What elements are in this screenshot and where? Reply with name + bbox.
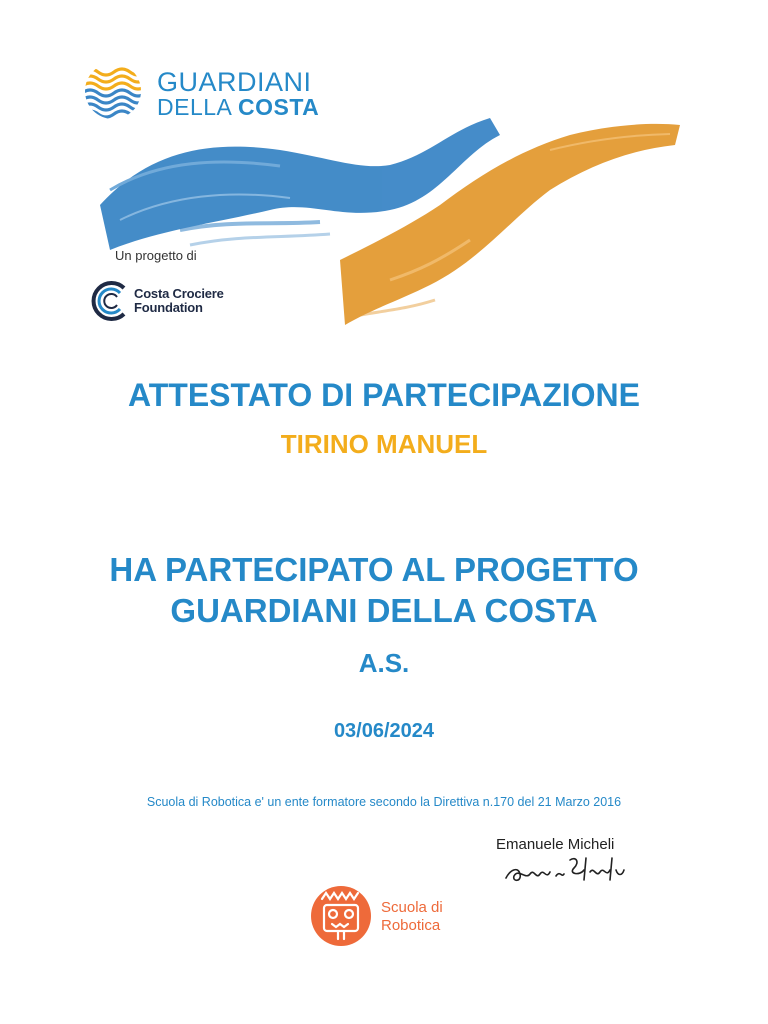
statement-line1: HA PARTECIPATO AL PROGETTO	[109, 551, 639, 588]
logo-title-line2-regular: DELLA	[157, 94, 232, 120]
costa-c-icon	[84, 276, 134, 326]
foundation-name-line1: Costa Crociere	[134, 286, 224, 301]
statement-line2: GUARDIANI DELLA COSTA	[170, 592, 598, 629]
foundation-name-line2: Foundation	[134, 300, 203, 315]
logo-title-line1: GUARDIANI	[157, 67, 312, 97]
accreditation-note: Scuola di Robotica e' un ente formatore secondo la Direttiva n.170 del 21 Marzo 2016	[146, 795, 622, 809]
school-name-line1: Scuola di	[381, 899, 443, 916]
logo-title-line2-bold: COSTA	[238, 94, 320, 120]
handwritten-signature	[500, 852, 630, 888]
recipient-name: TIRINO MANUEL	[280, 429, 488, 459]
project-by-label: Un progetto di	[115, 248, 197, 263]
school-name-line2: Robotica	[381, 917, 441, 934]
school-year: A.S.	[358, 648, 410, 678]
certificate-date: 03/06/2024	[333, 720, 435, 742]
certificate-title: ATTESTATO DI PARTECIPAZIONE	[128, 377, 640, 413]
robot-face-icon	[308, 885, 374, 947]
signer-name: Emanuele Micheli	[496, 836, 615, 853]
